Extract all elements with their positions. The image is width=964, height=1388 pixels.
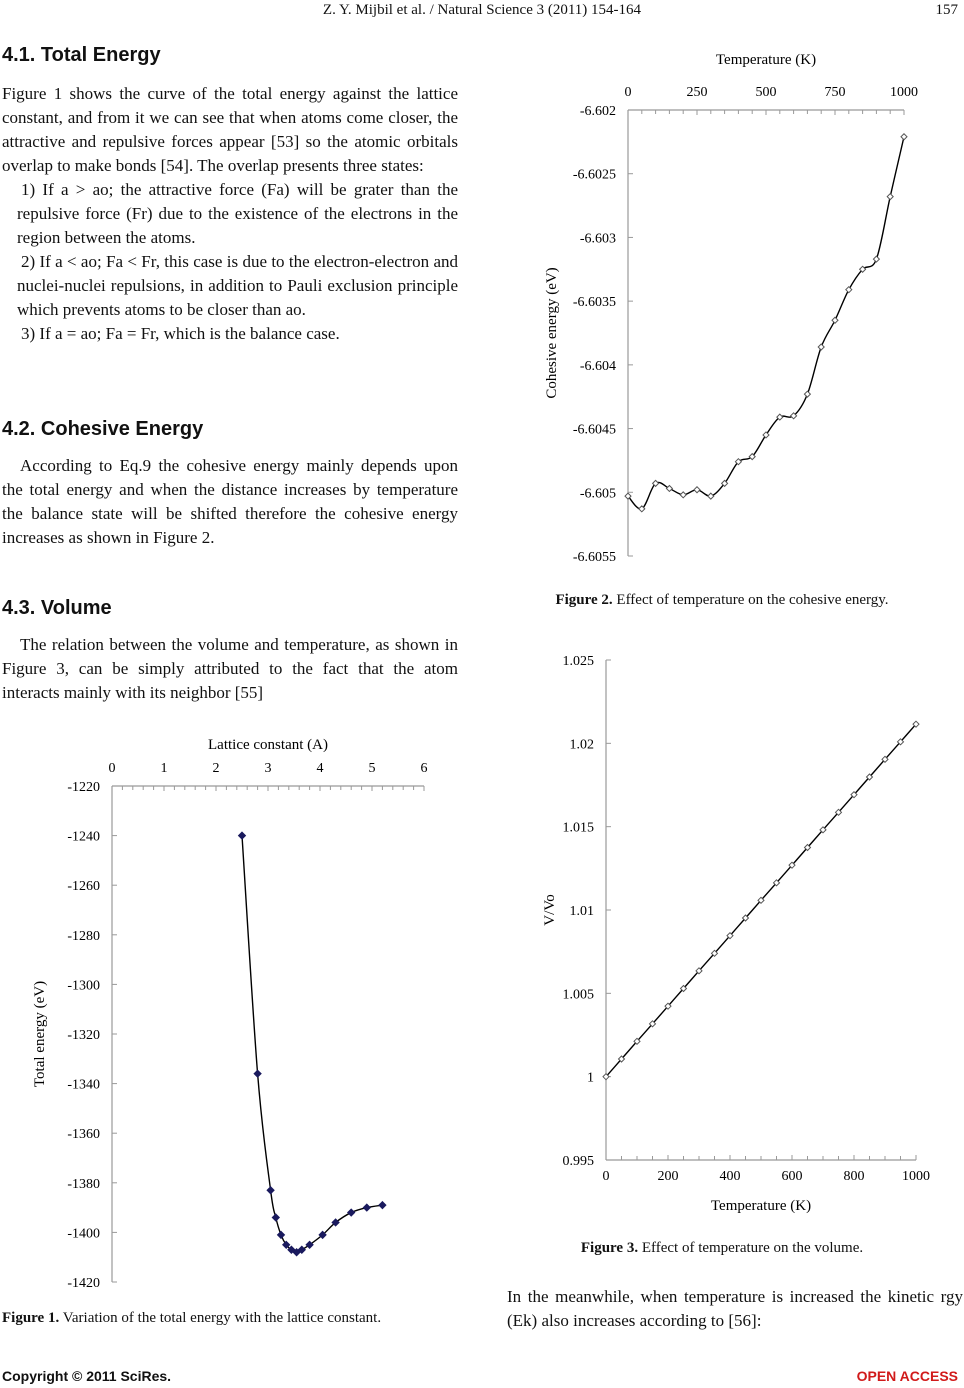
x-tick-label: 1000 [902, 1169, 930, 1184]
figure-3-chart [520, 640, 964, 1220]
figure-2-chart [520, 44, 964, 574]
data-point [278, 1231, 285, 1238]
open-access-label: OPEN ACCESS [856, 1368, 958, 1384]
x-tick-label: 4 [316, 761, 324, 776]
data-point [666, 485, 672, 491]
caption-text: Variation of the total energy with the lattice constant. [59, 1310, 382, 1326]
running-header: Z. Y. Mijbil et al. / Natural Science 3 (2011) 154-164 [322, 2, 642, 18]
y-tick-label: -1240 [67, 829, 100, 845]
y-tick-label: -1220 [67, 780, 100, 795]
data-point [694, 487, 700, 493]
x-tick-label: 750 [824, 85, 846, 100]
y-tick-label: 1.02 [569, 737, 594, 753]
list-item: 2) If a < ao; Fa < Fr, this case is due to the electron-electron and nuclei-nuclei repulsions, in addition to Pauli exclusion principle which prevents atoms to be closer than ao. [17, 252, 458, 319]
y-tick-label: -1380 [67, 1176, 100, 1192]
y-tick-label: -1420 [67, 1276, 100, 1291]
x-axis-title: Lattice constant (A) [208, 737, 328, 753]
y-tick-label: 1.025 [562, 654, 594, 669]
y-axis-title: Cohesive energy (eV) [544, 267, 560, 399]
x-tick-label: 0 [108, 761, 116, 776]
y-tick-label: -6.6035 [572, 295, 616, 311]
y-tick-label: -1340 [67, 1077, 100, 1093]
y-tick-label: -6.603 [579, 231, 616, 247]
caption-label: Figure 2. [555, 592, 613, 608]
x-tick-label: 0 [602, 1169, 610, 1184]
x-tick-label: 600 [781, 1169, 803, 1184]
y-tick-label: 1.015 [562, 820, 594, 836]
data-point [680, 492, 686, 498]
right-column-body [507, 1285, 963, 1333]
x-tick-label: 2 [212, 761, 220, 776]
figure-1-chart [0, 726, 470, 1306]
y-tick-label: -1280 [67, 928, 100, 944]
x-tick-label: 6 [420, 761, 428, 776]
y-tick-label: 1.01 [569, 904, 594, 919]
data-point [272, 1214, 279, 1221]
data-point [887, 194, 893, 200]
paragraph: In the meanwhile, when temperature is increased the kinetic rgy (Ek) also increases according to [56]: [507, 1287, 963, 1330]
x-tick-label: 400 [719, 1169, 741, 1184]
y-tick-label: -1320 [67, 1028, 100, 1043]
y-tick-label: -1360 [67, 1127, 100, 1143]
x-tick-label: 250 [686, 85, 708, 100]
y-tick-label: -1260 [67, 879, 100, 895]
y-tick-label: -1300 [67, 978, 100, 994]
data-point [832, 317, 838, 323]
data-point [873, 256, 879, 262]
data-point [818, 344, 824, 350]
list-item: 3) If a = ao; Fa = Fr, which is the balance case. [21, 324, 340, 343]
x-axis-title: Temperature (K) [715, 52, 817, 68]
y-tick-label: -1400 [67, 1226, 100, 1242]
data-point [708, 493, 714, 499]
list-item: 1) If a > ao; the attractive force (Fa) will be grater than the repulsive force (Fr) due to the existence of the electrons in the region between the atoms. [17, 180, 458, 247]
section-cohesive-energy-body [2, 454, 458, 550]
section-title-cohesive-energy: 4.2. Cohesive Energy [2, 418, 204, 440]
section-title-total-energy: 4.1. Total Energy [2, 44, 161, 66]
section-volume-body [2, 633, 458, 705]
data-point [363, 1204, 370, 1211]
y-tick-label: -6.605 [579, 486, 616, 502]
figure-3-caption [480, 1240, 964, 1257]
caption-text: Effect of temperature on the volume. [638, 1240, 864, 1256]
y-tick-label: 1.005 [562, 987, 594, 1003]
y-tick-label: 0.995 [562, 1154, 594, 1169]
y-tick-label: -6.6045 [572, 422, 616, 438]
data-point [239, 832, 246, 839]
section-title-volume: 4.3. Volume [2, 597, 112, 619]
caption-text: Effect of temperature on the cohesive energy. [612, 592, 889, 608]
section-total-energy-body [2, 82, 458, 346]
paragraph: The relation between the volume and temperature, as shown in Figure 3, can be simply attributed to the fact that the atom interacts mainly with its neighbor [55] [2, 635, 458, 702]
paragraph: Figure 1 shows the curve of the total energy against the lattice constant, and from it we can see that when atoms come closer, the attractive and repulsive forces appear [53] so the atomic orbitals overlap to make bonds [54]. The overlap presents three states: [2, 84, 458, 175]
y-tick-label: 1 [587, 1070, 594, 1086]
copyright-notice: Copyright © 2011 SciRes. [2, 1368, 172, 1384]
paragraph: According to Eq.9 the cohesive energy mainly depends upon the total energy and when the distance increases by temperature the balance state will be shifted therefore the cohesive energy increases as shown in Figure 2. [2, 456, 458, 547]
data-point [348, 1209, 355, 1216]
data-point [804, 391, 810, 397]
series-line [628, 137, 904, 509]
data-point [846, 287, 852, 293]
y-tick-label: -6.602 [579, 104, 616, 119]
y-tick-label: -6.6055 [572, 550, 616, 565]
x-tick-label: 1 [160, 761, 168, 776]
x-tick-label: 5 [368, 761, 376, 776]
x-axis-title: Temperature (K) [710, 1198, 812, 1214]
figure-1-caption [2, 1310, 458, 1327]
y-tick-label: -6.6025 [572, 167, 616, 183]
x-tick-label: 3 [264, 761, 272, 776]
x-tick-label: 0 [624, 85, 632, 100]
data-point [379, 1202, 386, 1209]
y-axis-title: V/Vo [542, 894, 558, 926]
series-line [242, 836, 382, 1253]
x-tick-label: 1000 [890, 85, 918, 100]
y-tick-label: -6.604 [579, 358, 616, 374]
x-tick-label: 500 [755, 85, 777, 100]
y-axis-title: Total energy (eV) [32, 980, 48, 1088]
x-tick-label: 800 [843, 1169, 865, 1184]
data-point [901, 134, 907, 140]
x-tick-label: 200 [657, 1169, 679, 1184]
figure-2-caption [480, 592, 964, 609]
data-point [267, 1187, 274, 1194]
data-point [254, 1070, 261, 1077]
page-number: 157 [935, 2, 958, 18]
caption-label: Figure 3. [580, 1240, 639, 1256]
caption-label: Figure 1. [2, 1310, 60, 1326]
